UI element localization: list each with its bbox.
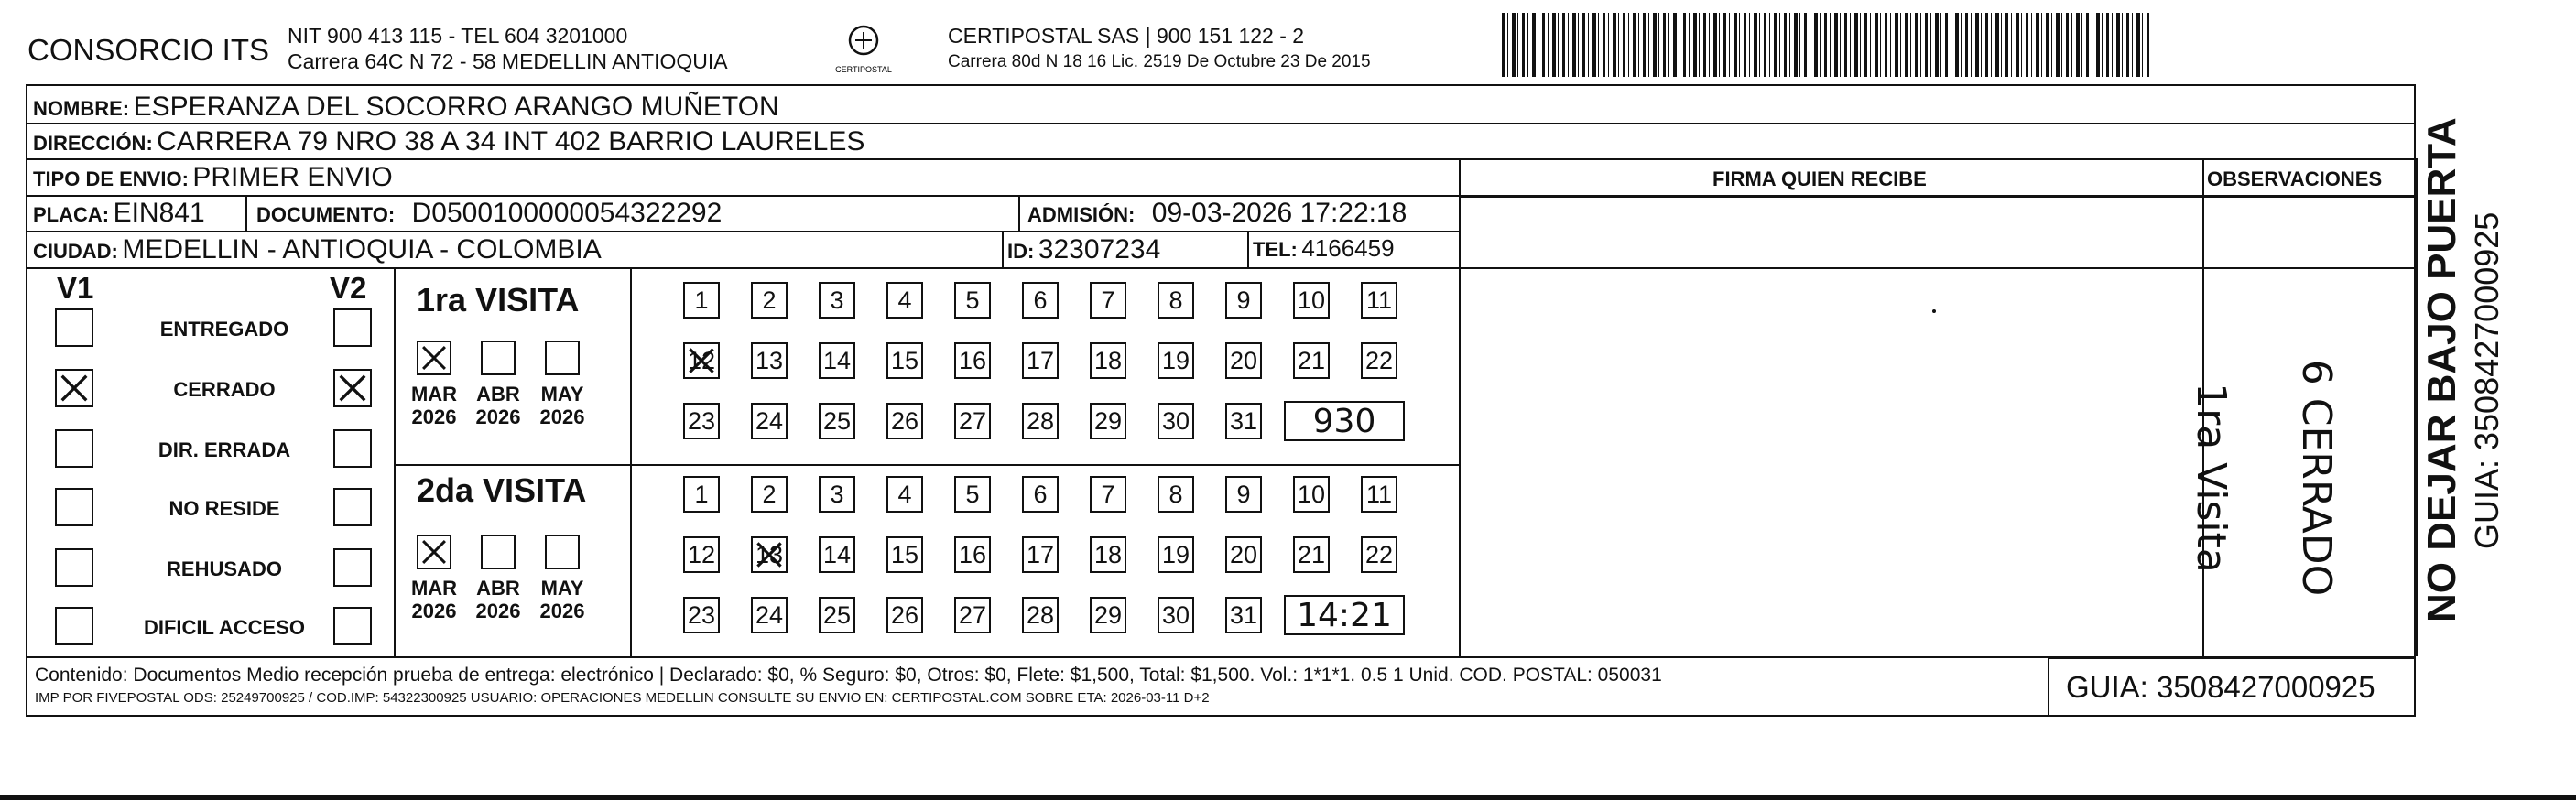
status-label: REHUSADO (167, 557, 282, 580)
month-label: ABR 2026 (475, 577, 521, 623)
day-box[interactable]: 31 (1225, 403, 1262, 439)
status-label: DIR. ERRADA (158, 438, 291, 461)
month-checkbox[interactable] (417, 535, 451, 569)
day-box[interactable]: 26 (886, 597, 923, 633)
day-box[interactable]: 17 (1022, 342, 1059, 379)
day-box[interactable]: 28 (1022, 597, 1059, 633)
signature-mark (1932, 309, 1936, 313)
direccion-label: DIRECCIÓN: (33, 132, 153, 155)
firma-label: FIRMA QUIEN RECIBE (1712, 168, 1927, 190)
day-box[interactable]: 19 (1158, 342, 1194, 379)
day-box[interactable]: 22 (1361, 536, 1397, 573)
nombre-value: ESPERANZA DEL SOCORRO ARANGO MUÑETON (133, 92, 779, 122)
month-label: MAY 2026 (539, 577, 585, 623)
postal-license: Carrera 80d N 18 16 Lic. 2519 De Octubre 23 De 2015 (948, 52, 1371, 71)
day-box[interactable]: 2 (751, 476, 788, 513)
v2-checkbox[interactable] (333, 308, 372, 347)
status-label: CERRADO (173, 378, 276, 401)
company-nit: NIT 900 413 115 - TEL 604 3201000 (288, 24, 628, 48)
month-checkbox[interactable] (481, 535, 516, 569)
day-box[interactable]: 29 (1090, 597, 1126, 633)
certipostal-logo (831, 22, 896, 79)
day-box[interactable]: 3 (819, 476, 855, 513)
documento-value: D0500100000054322292 (411, 198, 723, 228)
v1-checkbox[interactable] (55, 607, 93, 645)
nombre-label: NOMBRE: (33, 97, 130, 120)
day-box[interactable]: 17 (1022, 536, 1059, 573)
side-guia: GUIA: 3508427000925 (2468, 211, 2505, 549)
day-box[interactable]: 26 (886, 403, 923, 439)
handwritten-time: 14:21 (1284, 595, 1405, 635)
day-box[interactable]: 8 (1158, 476, 1194, 513)
v2-header: V2 (330, 271, 367, 305)
day-box[interactable]: 10 (1293, 476, 1330, 513)
side-warning: NO DEJAR BAJO PUERTA (2419, 117, 2464, 622)
day-box[interactable]: 22 (1361, 342, 1397, 379)
documento-label: DOCUMENTO: (256, 203, 396, 226)
id-label: ID: (1007, 240, 1035, 263)
month-checkbox[interactable] (481, 341, 516, 375)
day-box[interactable]: 14 (819, 342, 855, 379)
month-checkbox[interactable] (417, 341, 451, 375)
v2-checkbox[interactable] (333, 548, 372, 587)
placa-value: EIN841 (113, 198, 205, 228)
day-box[interactable]: 14 (819, 536, 855, 573)
month-label: MAY 2026 (539, 383, 585, 429)
day-box[interactable]: 12 (683, 342, 720, 379)
footer-guia: GUIA: 3508427000925 (2066, 670, 2375, 704)
day-box[interactable]: 21 (1293, 536, 1330, 573)
day-box[interactable]: 24 (751, 403, 788, 439)
day-box[interactable]: 18 (1090, 536, 1126, 573)
day-box[interactable]: 1 (683, 282, 720, 319)
day-box[interactable]: 7 (1090, 282, 1126, 319)
obs-line-2: 1ra Visita (2187, 383, 2234, 573)
logo-text: CERTIPOSTAL (835, 65, 892, 74)
status-label: DIFICIL ACCESO (143, 616, 305, 639)
day-box[interactable]: 15 (886, 342, 923, 379)
postal-name: CERTIPOSTAL SAS | 900 151 122 - 2 (948, 24, 1305, 48)
admision-label: ADMISIÓN: (1027, 203, 1136, 226)
day-box[interactable]: 7 (1090, 476, 1126, 513)
day-box[interactable]: 16 (954, 342, 991, 379)
day-box[interactable]: 1 (683, 476, 720, 513)
day-box[interactable]: 5 (954, 282, 991, 319)
month-checkbox[interactable] (545, 535, 580, 569)
visit1-title: 1ra VISITA (417, 281, 580, 319)
day-box[interactable]: 5 (954, 476, 991, 513)
day-box[interactable]: 30 (1158, 403, 1194, 439)
observaciones-label: OBSERVACIONES (2207, 168, 2383, 190)
day-box[interactable]: 20 (1225, 342, 1262, 379)
tipo-label: TIPO DE ENVIO: (33, 168, 189, 190)
day-box[interactable]: 9 (1225, 476, 1262, 513)
day-box[interactable]: 25 (819, 597, 855, 633)
footer-imp: IMP POR FIVEPOSTAL ODS: 25249700925 / COD.IMP: 54322300925 USUARIO: OPERACIONES MEDELLIN CONSULTE SU ENVIO EN: CERTIPOSTAL.COM SOBRE ETA: 2026-03-11 D+2 (35, 690, 1210, 706)
handwritten-time: 930 (1284, 401, 1405, 441)
v1-checkbox[interactable] (55, 548, 93, 587)
day-box[interactable]: 16 (954, 536, 991, 573)
tel-label: TEL: (1253, 238, 1298, 261)
v2-checkbox[interactable] (333, 369, 372, 407)
barcode (1502, 13, 2152, 77)
day-box[interactable]: 6 (1022, 282, 1059, 319)
day-box[interactable]: 12 (683, 536, 720, 573)
month-label: MAR 2026 (410, 383, 458, 429)
footer-contenido: Contenido: Documentos Medio recepción prueba de entrega: electrónico | Declarado: $0, % Seguro: $0, Otros: $0, Flete: $1,500, Total: $1,500. Vol.: 1*1*1. 0.5 1 Unid. COD. POSTAL: 050031 (35, 665, 1662, 686)
day-box[interactable]: 28 (1022, 403, 1059, 439)
month-label: ABR 2026 (475, 383, 521, 429)
day-box[interactable]: 11 (1361, 476, 1397, 513)
direccion-value: CARRERA 79 NRO 38 A 34 INT 402 BARRIO LAURELES (157, 126, 865, 157)
observaciones-handwriting (2187, 275, 2399, 650)
month-checkbox[interactable] (545, 341, 580, 375)
day-box[interactable]: 27 (954, 597, 991, 633)
id-value: 32307234 (1038, 234, 1161, 265)
day-box[interactable]: 31 (1225, 597, 1262, 633)
day-box[interactable]: 27 (954, 403, 991, 439)
day-box[interactable]: 29 (1090, 403, 1126, 439)
day-box[interactable]: 2 (751, 282, 788, 319)
day-box[interactable]: 4 (886, 282, 923, 319)
day-box[interactable]: 19 (1158, 536, 1194, 573)
v2-checkbox[interactable] (333, 429, 372, 468)
month-label: MAR 2026 (410, 577, 458, 623)
day-box[interactable]: 13 (751, 342, 788, 379)
day-box[interactable]: 9 (1225, 282, 1262, 319)
day-box[interactable]: 15 (886, 536, 923, 573)
admision-value: 09-03-2026 17:22:18 (1151, 198, 1408, 228)
day-box[interactable]: 11 (1361, 282, 1397, 319)
company-name: CONSORCIO ITS (27, 33, 270, 67)
day-box[interactable]: 20 (1225, 536, 1262, 573)
company-address: Carrera 64C N 72 - 58 MEDELLIN ANTIOQUIA (288, 49, 728, 73)
day-box[interactable]: 25 (819, 403, 855, 439)
day-box[interactable]: 24 (751, 597, 788, 633)
day-box[interactable]: 10 (1293, 282, 1330, 319)
obs-line-1: 6 CERRADO (2293, 359, 2341, 597)
day-box[interactable]: 23 (683, 403, 720, 439)
day-box[interactable]: 4 (886, 476, 923, 513)
day-box[interactable]: 30 (1158, 597, 1194, 633)
v2-checkbox[interactable] (333, 488, 372, 526)
day-box[interactable]: 8 (1158, 282, 1194, 319)
day-box[interactable]: 18 (1090, 342, 1126, 379)
day-box[interactable]: 21 (1293, 342, 1330, 379)
v1-checkbox[interactable] (55, 429, 93, 468)
status-label: ENTREGADO (159, 318, 289, 341)
placa-label: PLACA: (33, 203, 110, 226)
day-box[interactable]: 23 (683, 597, 720, 633)
v2-checkbox[interactable] (333, 607, 372, 645)
v1-header: V1 (57, 271, 94, 305)
day-box[interactable]: 3 (819, 282, 855, 319)
ciudad-value: MEDELLIN - ANTIOQUIA - COLOMBIA (122, 234, 602, 265)
v1-checkbox[interactable] (55, 308, 93, 347)
ciudad-label: CIUDAD: (33, 240, 118, 263)
visit2-title: 2da VISITA (417, 471, 587, 509)
day-box[interactable]: 13 (751, 536, 788, 573)
tipo-value: PRIMER ENVIO (192, 162, 393, 192)
status-label: NO RESIDE (168, 497, 280, 520)
tel-value: 4166459 (1301, 234, 1395, 262)
day-box[interactable]: 6 (1022, 476, 1059, 513)
v1-checkbox[interactable] (55, 369, 93, 407)
v1-checkbox[interactable] (55, 488, 93, 526)
